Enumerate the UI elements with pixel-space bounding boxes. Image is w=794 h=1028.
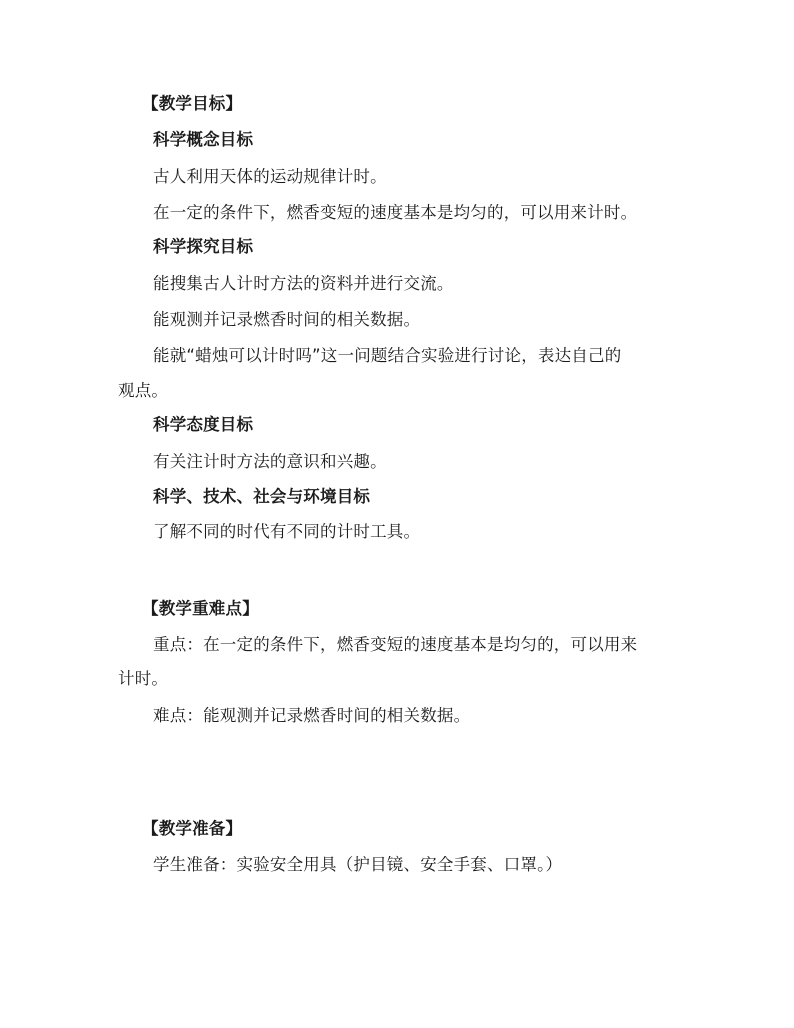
key-point-continuation: 计时。 [118,669,169,688]
inquiry-goal-item: 能就“蜡烛可以计时吗”这一问题结合实验进行讨论，表达自己的 [153,346,622,365]
concept-goal-item: 在一定的条件下，燃香变短的速度基本是均匀的，可以用来计时。 [153,203,638,222]
concept-goal-heading: 科学概念目标 [153,130,254,149]
stse-goal-item: 了解不同的时代有不同的计时工具。 [153,522,421,541]
section-title-key-points: 【教学重难点】 [142,599,259,618]
stse-goal-heading: 科学、技术、社会与环境目标 [153,487,371,506]
attitude-goal-item: 有关注计时方法的意识和兴趣。 [153,452,387,471]
difficulty-point: 难点：能观测并记录燃香时间的相关数据。 [153,706,471,725]
key-point: 重点：在一定的条件下，燃香变短的速度基本是均匀的，可以用来 [153,635,638,654]
attitude-goal-heading: 科学态度目标 [153,415,254,434]
inquiry-goal-item-continuation: 观点。 [118,381,169,400]
inquiry-goal-item: 能观测并记录燃香时间的相关数据。 [153,310,421,329]
inquiry-goal-item: 能搜集古人计时方法的资料并进行交流。 [153,274,454,293]
student-preparation: 学生准备：实验安全用具（护目镜、安全手套、口罩。） [153,855,563,874]
concept-goal-item: 古人利用天体的运动规律计时。 [153,167,387,186]
section-title-preparation: 【教学准备】 [142,819,243,838]
section-title-goals: 【教学目标】 [142,94,243,113]
inquiry-goal-heading: 科学探究目标 [153,237,254,256]
